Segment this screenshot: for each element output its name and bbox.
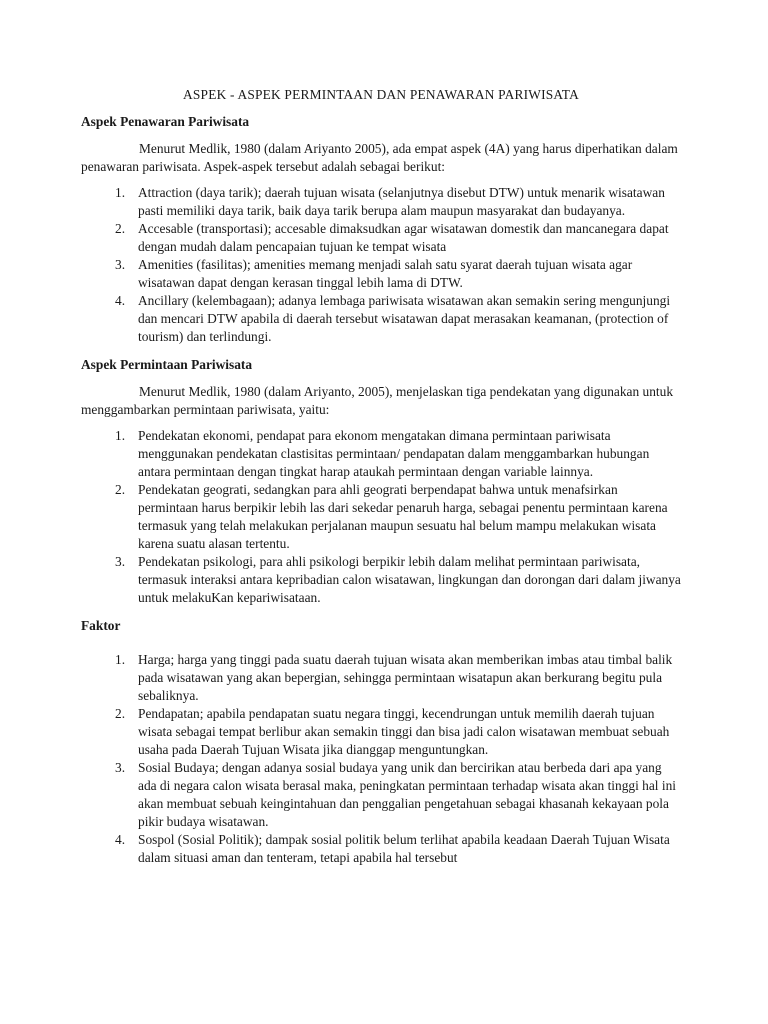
list-item-number: 1. (115, 652, 126, 667)
list-item-text: Harga; harga yang tinggi pada suatu daerah tujuan wisata akan memberikan imbas atau timbal balik pada wisatawan yang akan bepergian, sehingga permintaan wisatapun akan berkurang begitu pula sebaliknya. (138, 652, 673, 703)
list-item (81, 220, 681, 256)
list-item-number: 1. (115, 185, 126, 200)
list-item-number: 3. (115, 257, 126, 272)
list-item (81, 553, 681, 607)
paragraph-penawaran-intro: Menurut Medlik, 1980 (dalam Ariyanto 2005), ada empat aspek (4A) yang harus diperhatikan dalam penawaran pariwisata. Aspek-aspek tersebut adalah sebagai berikut: (81, 141, 678, 174)
list-penawaran (81, 184, 681, 346)
section-heading-faktor: Faktor (81, 618, 121, 633)
document-page (81, 86, 681, 875)
list-item-number: 2. (115, 482, 126, 497)
list-item-number: 3. (115, 760, 126, 775)
list-item (81, 256, 681, 292)
list-item-number: 3. (115, 554, 126, 569)
list-item-number: 2. (115, 221, 126, 236)
list-item-text: Accesable (transportasi); accesable dimaksudkan agar wisatawan domestik dan mancanegara dapat dengan mudah dalam pencapaian tujuan ke tempat wisata (138, 221, 669, 254)
list-item (81, 184, 681, 220)
list-item-text: Sospol (Sosial Politik); dampak sosial politik belum terlihat apabila keadaan Daerah Tujuan Wisata dalam situasi aman dan tenteram, tetapi apabila hal tersebut (138, 832, 670, 865)
list-faktor (81, 651, 681, 867)
list-item-number: 2. (115, 706, 126, 721)
list-item (81, 292, 681, 346)
section-heading-permintaan: Aspek Permintaan Pariwisata (81, 357, 253, 372)
list-item (81, 831, 681, 867)
list-item-text: Ancillary (kelembagaan); adanya lembaga pariwisata wisatawan akan semakin sering mengunjungi dan mencari DTW apabila di daerah tersebut wisatawan dapat merasakan keamanan, (protection of tourism) dan terlindungi. (138, 293, 671, 344)
list-item (81, 651, 681, 705)
list-item-text: Pendekatan psikologi, para ahli psikologi berpikir lebih dalam melihat permintaan pariwisata, termasuk interaksi antara kepribadian calon wisatawan, lingkungan dan dorongan dari dalam jiwanya untuk melakuKan kepariwisataan. (138, 554, 681, 605)
list-item-number: 4. (115, 832, 126, 847)
section-heading-penawaran: Aspek Penawaran Pariwisata (81, 114, 250, 129)
paragraph-permintaan-intro: Menurut Medlik, 1980 (dalam Ariyanto, 2005), menjelaskan tiga pendekatan yang digunakan untuk menggambarkan permintaan pariwisata, yaitu: (81, 384, 674, 417)
list-item-text: Amenities (fasilitas); amenities memang menjadi salah satu syarat daerah tujuan wisata agar wisatawan dapat dengan kerasan tinggal lebih lama di DTW. (138, 257, 633, 290)
list-item-number: 1. (115, 428, 126, 443)
list-item-number: 4. (115, 293, 126, 308)
list-item (81, 705, 681, 759)
list-item (81, 481, 681, 553)
list-item-text: Sosial Budaya; dengan adanya sosial budaya yang unik dan bercirikan atau berbeda dari apa yang ada di negara calon wisata berasal maka, peningkatan permintaan terhadap wisata akan tinggi hal ini akan membuat sebuah keingintahuan dan penggalian pengetahuan sebagai khasanah kekayaan pola pikir budaya wisatawan. (138, 760, 677, 829)
list-item-text: Pendekatan ekonomi, pendapat para ekonom mengatakan dimana permintaan pariwisata menggunakan pendekatan clastisitas permintaan/ pendapatan dalam menggambarkan hubungan antara permintaan dengan tingkat harap ataukah permintaan dengan variable lainnya. (138, 428, 650, 479)
list-item-text: Pendapatan; apabila pendapatan suatu negara tinggi, kecendrungan untuk memilih daerah tujuan wisata sebagai tempat berlibur akan semakin tinggi dan bisa jadi calon wisatawan membuat sebuah usaha pada Daerah Tujuan Wisata jika dianggap menguntungkan. (138, 706, 670, 757)
list-permintaan (81, 427, 681, 607)
page-title: ASPEK - ASPEK PERMINTAAN DAN PENAWARAN PARIWISATA (183, 87, 579, 102)
list-item-text: Attraction (daya tarik); daerah tujuan wisata (selanjutnya disebut DTW) untuk menarik wisatawan pasti memiliki daya tarik, baik daya tarik berupa alam maupun masyarakat dan budayanya. (138, 185, 665, 218)
list-item (81, 759, 681, 831)
list-item-text: Pendekatan geograti, sedangkan para ahli geograti berpendapat bahwa untuk menafsirkan permintaan harus berpikir lebih las dari sekedar penaruh harga, sebagai penentu permintaan karena termasuk yang telah melakukan perjalanan maupun sesuatu hal belum mampu melakukan wisata karena suatu alasan tertentu. (138, 482, 668, 551)
list-item (81, 427, 681, 481)
